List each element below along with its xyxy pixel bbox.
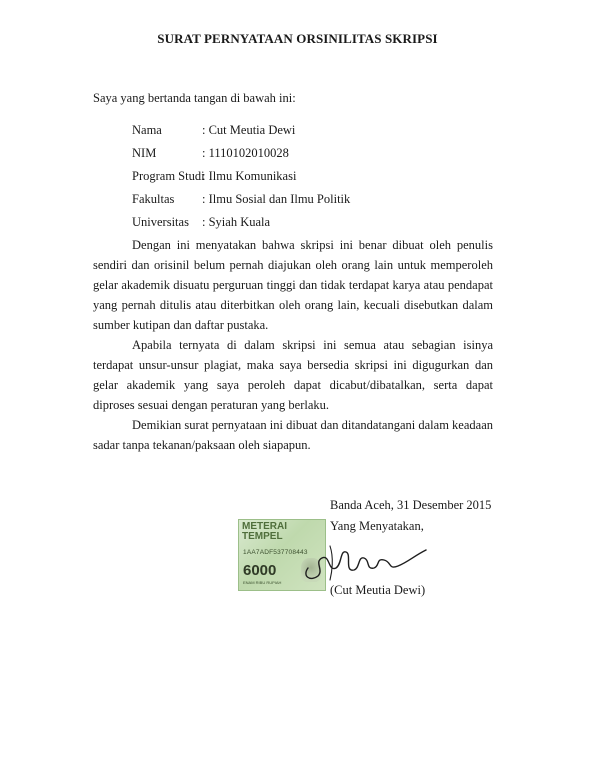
identity-label: Nama [132,123,162,137]
identity-label: Fakultas [132,192,175,206]
identity-value: : Cut Meutia Dewi [202,123,296,137]
intro-text: Saya yang bertanda tangan di bawah ini: [93,91,296,105]
stamp-title-line1: METERAI [242,521,287,532]
paragraph-closing: Demikian surat pernyataan ini dibuat dan ditandatangani dalam keadaan sadar tanpa tekanan/paksaan oleh siapapun. [93,418,493,452]
identity-value: : Syiah Kuala [202,215,271,229]
document-title: SURAT PERNYATAAN ORSINILITAS SKRIPSI [157,31,438,46]
identity-label: NIM [132,146,157,160]
signer-name: (Cut Meutia Dewi) [330,583,426,597]
stamp-title [242,522,287,542]
identity-value: : Ilmu Sosial dan Ilmu Politik [202,192,351,206]
identity-value: : 1110102010028 [202,146,289,160]
identity-label: Program Studi [132,169,205,183]
handwritten-signature [300,528,430,588]
stamp-value: 6000 [243,562,277,579]
paragraph-statement: Dengan ini menyatakan bahwa skripsi ini benar dibuat oleh penulis sendiri dan orisinil belum pernah diajukan oleh orang lain untuk memperoleh gelar akademik disuatu perguruan tinggi dan tidak terdapat karya atau pendapat yang pernah ditulis atau diterbitkan oleh orang lain, kecuali disebutkan dalam sumber kutipan dan daftar pustaka. [93,238,493,332]
identity-label: Universitas [132,215,189,229]
place-date: Banda Aceh, 31 Desember 2015 [330,498,492,512]
stamp-subtext: ENAM RIBU RUPIAH [243,580,282,585]
paragraph-plagiarism: Apabila ternyata di dalam skripsi ini semua atau sebagian isinya terdapat unsur-unsur plagiat, maka saya bersedia skripsi ini digugurkan dan gelar akademik yang saya peroleh dapat dicabut/dibatalkan, serta dapat diproses sesuai dengan peraturan yang berlaku. [93,338,493,412]
identity-value: : Ilmu Komunikasi [202,169,297,183]
stamp-code: 1AA7ADF537708443 [243,549,308,556]
statement-label: Yang Menyatakan, [330,519,424,533]
stamp-title-line2: TEMPEL [242,531,283,542]
